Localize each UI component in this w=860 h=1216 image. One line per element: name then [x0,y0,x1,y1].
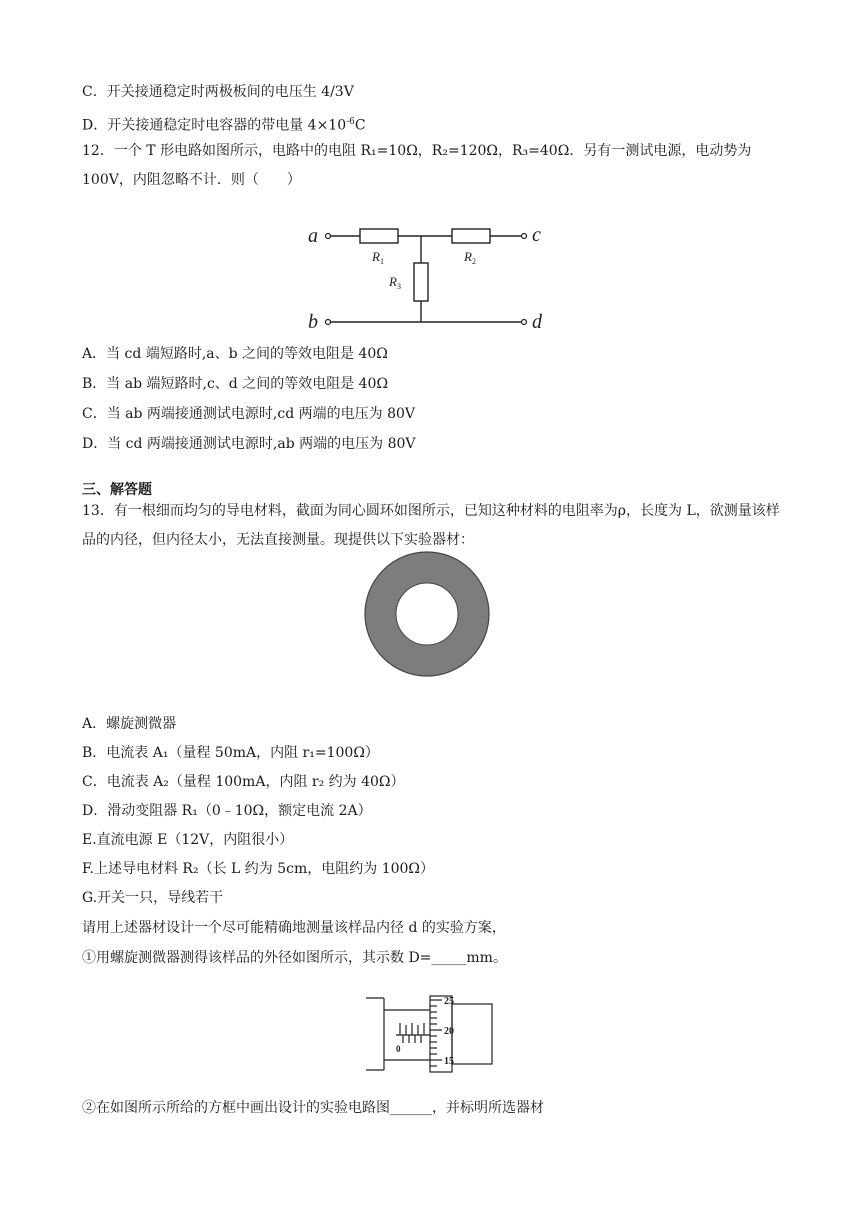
q13-instruction: 请用上述器材设计一个尽可能精确地测量该样品内径 d 的实验方案， [82,920,506,936]
ring-cross-section-figure [362,549,492,679]
sleeve-label-0: 0 [396,1044,401,1054]
q12-option-b: B．当 ab 端短路时,c、d 之间的等效电阻是 40Ω [82,376,389,392]
q11-option-d: D．开关接通稳定时电容器的带电量 $4\times 10^{-6}C$ [82,117,366,134]
section-heading: 三、解答题 [82,482,152,498]
q12-option-c: C．当 ab 两端接通测试电源时,cd 两端的电压为 80V [82,406,415,422]
q12-option-d: D．当 cd 两端接通测试电源时,ab 两端的电压为 80V [82,436,416,452]
label-r3: $R_3$ [389,274,401,291]
resistor-r1 [360,229,398,243]
label-d: d [532,311,542,333]
q11-option-c: C．开关接通稳定时两极板间的电压生 4/3V [82,84,354,100]
label-b: b [308,311,318,333]
thimble-label-20: 20 [444,1026,454,1037]
q13-item-f: F.上述导电材料 R₂（长 L 约为 5cm，电阻约为 100Ω） [82,861,435,877]
q13-stem: 13．有一根细而均匀的导电材料，截面为同心圆环如图所示，已知这种材料的电阻率为ρ，长度为 L，欲测量该样品的内径，但内径太小，无法直接测量。现提供以下实验器材： [82,503,780,548]
micrometer-figure [362,990,500,1078]
thimble-label-15: 15 [444,1056,454,1067]
label-r1: $R_1$ [372,249,384,266]
q13-item-b: B．电流表 A₁（量程 50mA，内阻 r₁=100Ω） [82,745,379,761]
terminal-b [326,320,331,325]
terminal-d [522,320,527,325]
q13-item-d: D．滑动变阻器 R₁（0﹣10Ω，额定电流 2A） [82,803,372,819]
q13-item-c: C．电流表 A₂（量程 100mA，内阻 r₂ 约为 40Ω） [82,774,405,790]
label-c: c [532,224,541,246]
terminal-c [522,234,527,239]
label-a: a [308,225,318,247]
q13-item-g: G.开关一只，导线若干 [82,890,224,906]
q13-item-e: E.直流电源 E（12V，内阻很小） [82,832,294,848]
resistor-r2 [452,229,490,243]
q13-sub2: ②在如图所示所给的方框中画出设计的实验电路图______，并标明所选器材 [82,1100,544,1116]
terminal-a [326,234,331,239]
q12-option-a: A．当 cd 端短路时,a、b 之间的等效电阻是 40Ω [82,346,388,362]
q12-stem: 12．一个 T 形电路如图所示，电路中的电阻 R₁=10Ω，R₂=120Ω，R₃=40Ω．另有一测试电源，电动势为 100V，内阻忽略不计．则（ ） [82,143,752,188]
q13-item-a: A．螺旋测微器 [82,716,177,732]
q13-sub1: ①用螺旋测微器测得该样品的外径如图所示，其示数 D=_____mm。 [82,950,507,966]
resistor-r3 [414,263,428,301]
thimble-label-25: 25 [444,996,454,1007]
label-r2: $R_2$ [464,249,476,266]
t-circuit-diagram [300,220,560,335]
